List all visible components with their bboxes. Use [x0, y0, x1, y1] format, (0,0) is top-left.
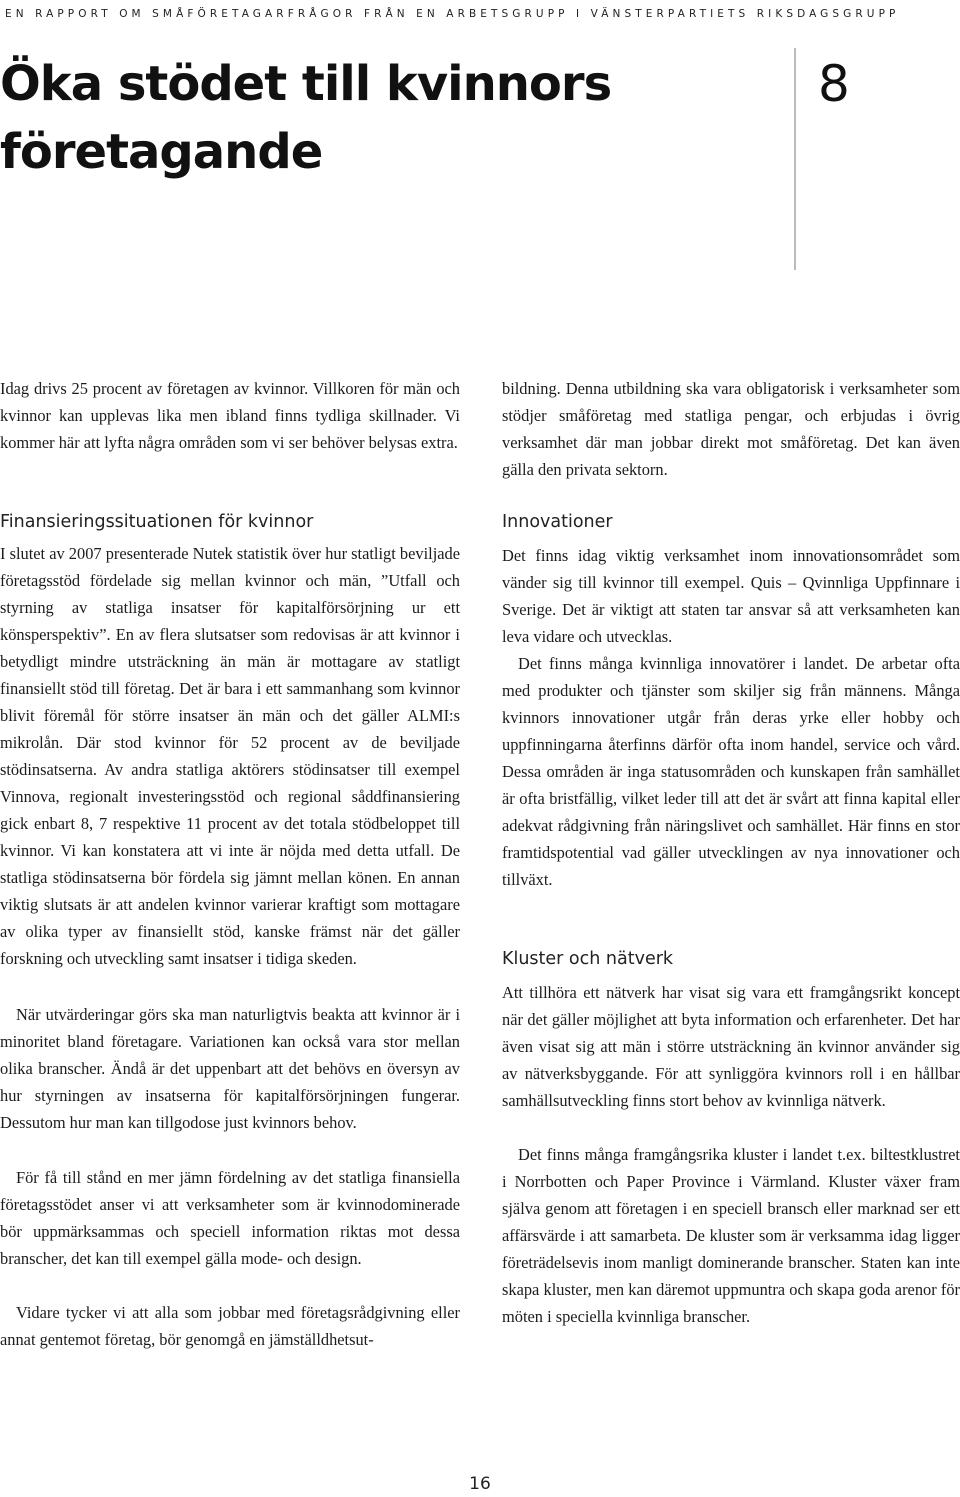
- section-heading-innovation: Innovationer: [502, 512, 613, 532]
- chapter-title: [0, 50, 760, 186]
- financing-paragraph-3: För få till stånd en mer jämn fördelning av det statliga finansiella företagsstödet anser vi att verksamheter som är kvinnodominerade bör uppmärksammas och speciell information riktas mot dessa branscher, det kan till exempel gälla mode- och design.: [0, 1168, 460, 1268]
- chapter-divider: [794, 48, 796, 270]
- financing-paragraph-1: I slutet av 2007 presenterade Nutek statistik över hur statligt beviljade företagsstöd fördelade sig mellan kvinnor och män, ”Utfall och styrning av statliga insatser för kapitalförsörjning ur ett könsperspektiv”. En av flera slutsatser som redovisas är att kvinnor i betydligt mindre utsträckning än män är mottagare av statligt finansiellt stöd till företag. Det är bara i ett sammanhang som kvinnor blivit föremål för större insatser än män och det gäller ALMI:s mikrolån. Där stod kvinnor för 52 procent av de beviljade stödinsatserna. Av andra statliga aktörers stödinsatser till exempel Vinnova, regionalt investeringsstöd och regional såddfinansiering gick enbart 8, 7 respektive 11 procent av det totala stödbeloppet till kvinnor. Vi kan konstatera att vi inte är nöjda med detta utfall. De statliga stödinsatserna bör fördela sig jämnt mellan könen. En annan viktig slutsats är att andelen kvinnor varierar kraftigt som mottagare av olika typer av finansiellt stöd, kanske främst när det gäller forskning och utveckling samt insatser i tidiga skeden.: [0, 544, 460, 968]
- continuation-paragraph: bildning. Denna utbildning ska vara obligatorisk i verksamheter som stödjer småföretag med statliga pengar, och erbjudas i övrig verksamhet där man jobbar direkt mot småföretag. Det kan även gälla den privata sektorn.: [502, 379, 960, 479]
- chapter-title-line-1: Öka stödet till kvinnors: [0, 56, 612, 112]
- chapter-number: 8: [818, 55, 850, 113]
- page-number: 16: [469, 1474, 491, 1494]
- innovation-paragraph-2: Det finns många kvinnliga innovatörer i landet. De arbetar ofta med produkter och tjänster som skiljer sig från männens. Många kvinnors innovationer utgår från deras yrke eller hobby och uppfinningarna återfinns därför ofta inom handel, service och vård. Dessa områden är inga statusområden och kunskapen från samhället är ofta bristfällig, vilket leder till att det är svårt att finna kapital eller adekvat rådgivning från näringslivet och samhället. Här finns en stor framtidspotential vad gäller utvecklingen av nya innovationer och tillväxt.: [502, 654, 960, 889]
- running-header: EN RAPPORT OM SMÅFÖRETAGARFRÅGOR FRÅN EN ARBETSGRUPP I VÄNSTERPARTIETS RIKSDAGSGRUPP: [5, 8, 900, 20]
- chapter-title-line-2: företagande: [0, 124, 323, 180]
- financing-paragraph-4: Vidare tycker vi att alla som jobbar med företagsrådgivning eller annat gentemot företag, bör genomgå en jämställdhetsut-: [0, 1303, 460, 1349]
- cluster-paragraph-2: Det finns många framgångsrika kluster i landet t.ex. biltestklustret i Norrbotten och Paper Province i Värmland. Kluster växer fram själva genom att företagen i en speciell bransch eller marknad ser ett affärsvärde i att samarbeta. De kluster som är verksamma idag ligger företrädelsevis inom manligt dominerande branscher. Staten kan inte skapa kluster, men kan däremot uppmuntra och skapa goda arenor för möten i speciella kvinnliga branscher.: [502, 1145, 960, 1326]
- cluster-paragraph-1: Att tillhöra ett nätverk har visat sig vara ett framgångsrikt koncept när det gäller möjlighet att byta information och erfarenheter. Det har även visat sig att män i större utsträckning än kvinnor använder sig av nätverksbyggande. För att synliggöra kvinnors roll i en hållbar samhällsutveckling finns stort behov av kvinnliga nätverk.: [502, 983, 960, 1110]
- financing-paragraph-2: När utvärderingar görs ska man naturligtvis beakta att kvinnor är i minoritet bland företagare. Variationen kan också vara stor mellan olika branscher. Ändå är det uppenbart att det behövs en översyn av hur styrningen av insatserna för kapitalförsörjningen fungerar. Dessutom hur man kan tillgodose just kvinnors behov.: [0, 1005, 460, 1132]
- section-heading-clusters: Kluster och nätverk: [502, 949, 674, 969]
- intro-paragraph: Idag drivs 25 procent av företagen av kvinnor. Villkoren för män och kvinnor kan upplevas lika men ibland finns tydliga skillnader. Vi kommer här att lyfta några områden som vi ser behöver belysas extra.: [0, 379, 460, 452]
- innovation-paragraph-1: Det finns idag viktig verksamhet inom innovationsområdet som vänder sig till kvinnor till exempel. Quis – Qvinnliga Uppfinnare i Sverige. Det är viktigt att staten tar ansvar så att verksamheten kan leva vidare och utvecklas.: [502, 546, 960, 646]
- section-heading-financing: Finansieringssituationen för kvinnor: [0, 512, 314, 532]
